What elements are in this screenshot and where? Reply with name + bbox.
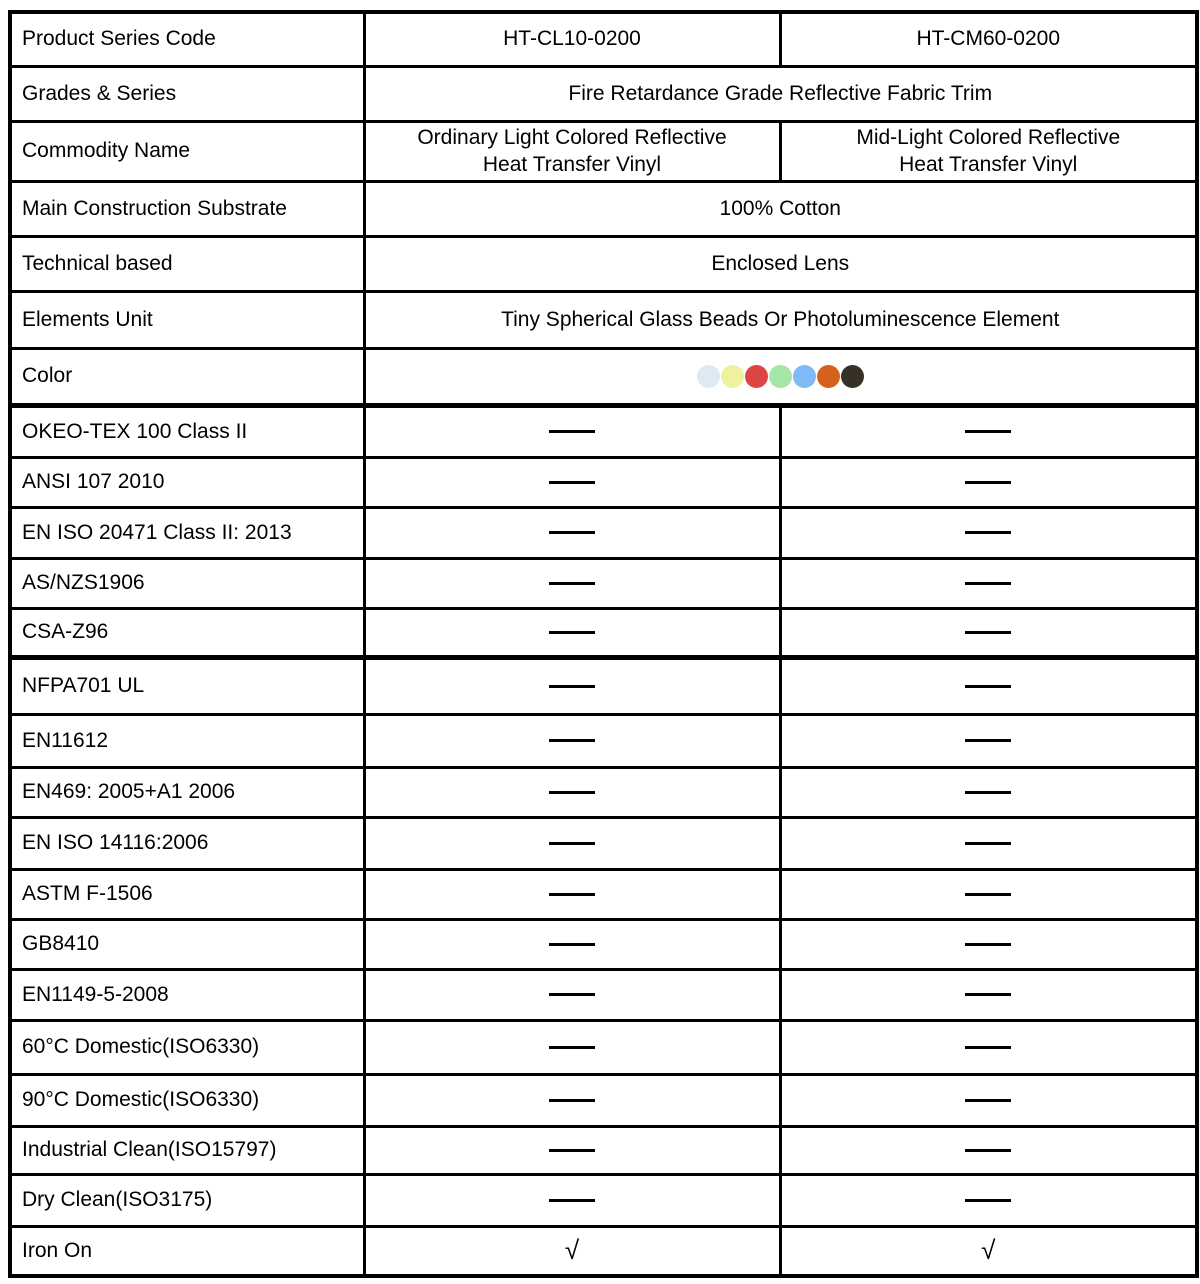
row-label: Elements Unit bbox=[10, 291, 364, 348]
row-label: GB8410 bbox=[10, 919, 364, 969]
commodity-name-cm-cell bbox=[780, 121, 1197, 181]
row-label: ANSI 107 2010 bbox=[10, 457, 364, 507]
standard-value-cell bbox=[780, 714, 1197, 767]
not-applicable-dash bbox=[965, 582, 1011, 585]
light-green-color-swatch bbox=[769, 365, 792, 388]
not-applicable-dash bbox=[549, 1199, 595, 1202]
not-applicable-dash bbox=[549, 993, 595, 996]
product-spec-table bbox=[8, 10, 1199, 1278]
row-label: EN ISO 14116:2006 bbox=[10, 817, 364, 869]
standard-value-cell bbox=[364, 657, 780, 714]
standard-value-cell bbox=[364, 405, 780, 457]
table-row-grades-series bbox=[10, 66, 1197, 121]
not-applicable-dash bbox=[965, 531, 1011, 534]
wash-test-value-cell bbox=[780, 1174, 1197, 1226]
not-applicable-dash bbox=[965, 631, 1011, 634]
table-row-standard bbox=[10, 507, 1197, 558]
not-applicable-dash bbox=[965, 1046, 1011, 1049]
pale-blue-color-swatch bbox=[697, 365, 720, 388]
row-label: AS/NZS1906 bbox=[10, 558, 364, 608]
row-label: Grades & Series bbox=[10, 66, 364, 121]
table-row-standard bbox=[10, 558, 1197, 608]
not-applicable-dash bbox=[965, 791, 1011, 794]
not-applicable-dash bbox=[549, 1046, 595, 1049]
not-applicable-dash bbox=[965, 943, 1011, 946]
row-label: Color bbox=[10, 348, 364, 405]
dark-brown-color-swatch bbox=[841, 365, 864, 388]
not-applicable-dash bbox=[965, 481, 1011, 484]
row-label: Product Series Code bbox=[10, 12, 364, 66]
not-applicable-dash bbox=[549, 430, 595, 433]
standard-value-cell bbox=[780, 608, 1197, 657]
standard-value-cell bbox=[780, 767, 1197, 817]
not-applicable-dash bbox=[549, 631, 595, 634]
standard-value-cell bbox=[780, 817, 1197, 869]
not-applicable-dash bbox=[549, 481, 595, 484]
row-label: EN ISO 20471 Class II: 2013 bbox=[10, 507, 364, 558]
not-applicable-dash bbox=[549, 1149, 595, 1152]
row-label: Commodity Name bbox=[10, 121, 364, 181]
table-row-wash-test bbox=[10, 1126, 1197, 1174]
row-label: Industrial Clean(ISO15797) bbox=[10, 1126, 364, 1174]
row-label: NFPA701 UL bbox=[10, 657, 364, 714]
iron-on-value-cell bbox=[364, 1226, 780, 1276]
not-applicable-dash bbox=[965, 893, 1011, 896]
grades-series-cell: Fire Retardance Grade Reflective Fabric Trim bbox=[364, 66, 1197, 121]
row-label: Technical based bbox=[10, 236, 364, 291]
row-label: ASTM F-1506 bbox=[10, 869, 364, 919]
table-row-color bbox=[10, 348, 1197, 405]
standard-value-cell bbox=[364, 608, 780, 657]
standard-value-cell bbox=[364, 457, 780, 507]
standard-value-cell bbox=[780, 405, 1197, 457]
wash-test-value-cell bbox=[364, 1126, 780, 1174]
table-row-wash-test bbox=[10, 1174, 1197, 1226]
row-label: 90°C Domestic(ISO6330) bbox=[10, 1074, 364, 1126]
table-row-technical-based bbox=[10, 236, 1197, 291]
color-swatch-group bbox=[366, 365, 1196, 388]
table-row-standard bbox=[10, 969, 1197, 1020]
wash-test-value-cell bbox=[364, 1174, 780, 1226]
table-row-elements-unit bbox=[10, 291, 1197, 348]
not-applicable-dash bbox=[965, 1099, 1011, 1102]
standard-value-cell bbox=[780, 507, 1197, 558]
technical-based-cell: Enclosed Lens bbox=[364, 236, 1197, 291]
not-applicable-dash bbox=[965, 1199, 1011, 1202]
wash-test-value-cell bbox=[780, 1074, 1197, 1126]
orange-color-swatch bbox=[817, 365, 840, 388]
color-swatches-cell bbox=[364, 348, 1197, 405]
standard-value-cell bbox=[780, 869, 1197, 919]
table-row-iron-on bbox=[10, 1226, 1197, 1276]
not-applicable-dash bbox=[549, 943, 595, 946]
not-applicable-dash bbox=[549, 842, 595, 845]
commodity-name-line: Heat Transfer Vinyl bbox=[899, 153, 1078, 176]
red-color-swatch bbox=[745, 365, 768, 388]
standard-value-cell bbox=[364, 919, 780, 969]
standard-value-cell bbox=[364, 817, 780, 869]
table-row-standard bbox=[10, 405, 1197, 457]
standard-value-cell bbox=[780, 657, 1197, 714]
product-code-cl-cell: HT-CL10-0200 bbox=[364, 12, 780, 66]
standard-value-cell bbox=[364, 767, 780, 817]
not-applicable-dash bbox=[549, 1099, 595, 1102]
not-applicable-dash bbox=[549, 685, 595, 688]
check-mark: √ bbox=[981, 1235, 996, 1266]
substrate-cell: 100% Cotton bbox=[364, 181, 1197, 236]
row-label: Dry Clean(ISO3175) bbox=[10, 1174, 364, 1226]
wash-test-value-cell bbox=[780, 1020, 1197, 1074]
standard-value-cell bbox=[780, 457, 1197, 507]
table-row-standard bbox=[10, 657, 1197, 714]
row-label: CSA-Z96 bbox=[10, 608, 364, 657]
table-row-standard bbox=[10, 608, 1197, 657]
commodity-name-line: Mid-Light Colored Reflective bbox=[856, 126, 1121, 149]
iron-on-value-cell bbox=[780, 1226, 1197, 1276]
standard-value-cell bbox=[364, 507, 780, 558]
row-label: EN469: 2005+A1 2006 bbox=[10, 767, 364, 817]
commodity-name-line: Ordinary Light Colored Reflective bbox=[417, 126, 727, 149]
standard-value-cell bbox=[364, 869, 780, 919]
not-applicable-dash bbox=[965, 430, 1011, 433]
standard-value-cell bbox=[364, 714, 780, 767]
row-label: EN1149-5-2008 bbox=[10, 969, 364, 1020]
table-row-wash-test bbox=[10, 1074, 1197, 1126]
check-mark: √ bbox=[564, 1235, 580, 1266]
not-applicable-dash bbox=[549, 739, 595, 742]
standard-value-cell bbox=[780, 919, 1197, 969]
table-row-standard bbox=[10, 869, 1197, 919]
wash-test-value-cell bbox=[364, 1074, 780, 1126]
row-label: Main Construction Substrate bbox=[10, 181, 364, 236]
row-label: EN11612 bbox=[10, 714, 364, 767]
table-row-standard bbox=[10, 767, 1197, 817]
not-applicable-dash bbox=[549, 582, 595, 585]
table-row-commodity-name bbox=[10, 121, 1197, 181]
standard-value-cell bbox=[364, 969, 780, 1020]
row-label: 60°C Domestic(ISO6330) bbox=[10, 1020, 364, 1074]
standard-value-cell bbox=[780, 558, 1197, 608]
not-applicable-dash bbox=[965, 1149, 1011, 1152]
commodity-name-line: Heat Transfer Vinyl bbox=[482, 153, 662, 176]
sky-blue-color-swatch bbox=[793, 365, 816, 388]
elements-unit-cell: Tiny Spherical Glass Beads Or Photoluminescence Element bbox=[364, 291, 1197, 348]
not-applicable-dash bbox=[965, 993, 1011, 996]
standard-value-cell bbox=[780, 969, 1197, 1020]
row-label: OKEO-TEX 100 Class II bbox=[10, 405, 364, 457]
not-applicable-dash bbox=[549, 531, 595, 534]
row-label: Iron On bbox=[10, 1226, 364, 1276]
not-applicable-dash bbox=[965, 685, 1011, 688]
table-row-wash-test bbox=[10, 1020, 1197, 1074]
not-applicable-dash bbox=[965, 739, 1011, 742]
wash-test-value-cell bbox=[780, 1126, 1197, 1174]
not-applicable-dash bbox=[549, 791, 595, 794]
table-row-product-series-code bbox=[10, 12, 1197, 66]
table-row-substrate bbox=[10, 181, 1197, 236]
wash-test-value-cell bbox=[364, 1020, 780, 1074]
product-code-cm-cell: HT-CM60-0200 bbox=[780, 12, 1197, 66]
not-applicable-dash bbox=[549, 893, 595, 896]
not-applicable-dash bbox=[965, 842, 1011, 845]
commodity-name-cl-cell bbox=[364, 121, 780, 181]
table-row-standard bbox=[10, 457, 1197, 507]
table-row-standard bbox=[10, 714, 1197, 767]
table-row-standard bbox=[10, 919, 1197, 969]
standard-value-cell bbox=[364, 558, 780, 608]
table-row-standard bbox=[10, 817, 1197, 869]
pale-yellow-color-swatch bbox=[721, 365, 744, 388]
